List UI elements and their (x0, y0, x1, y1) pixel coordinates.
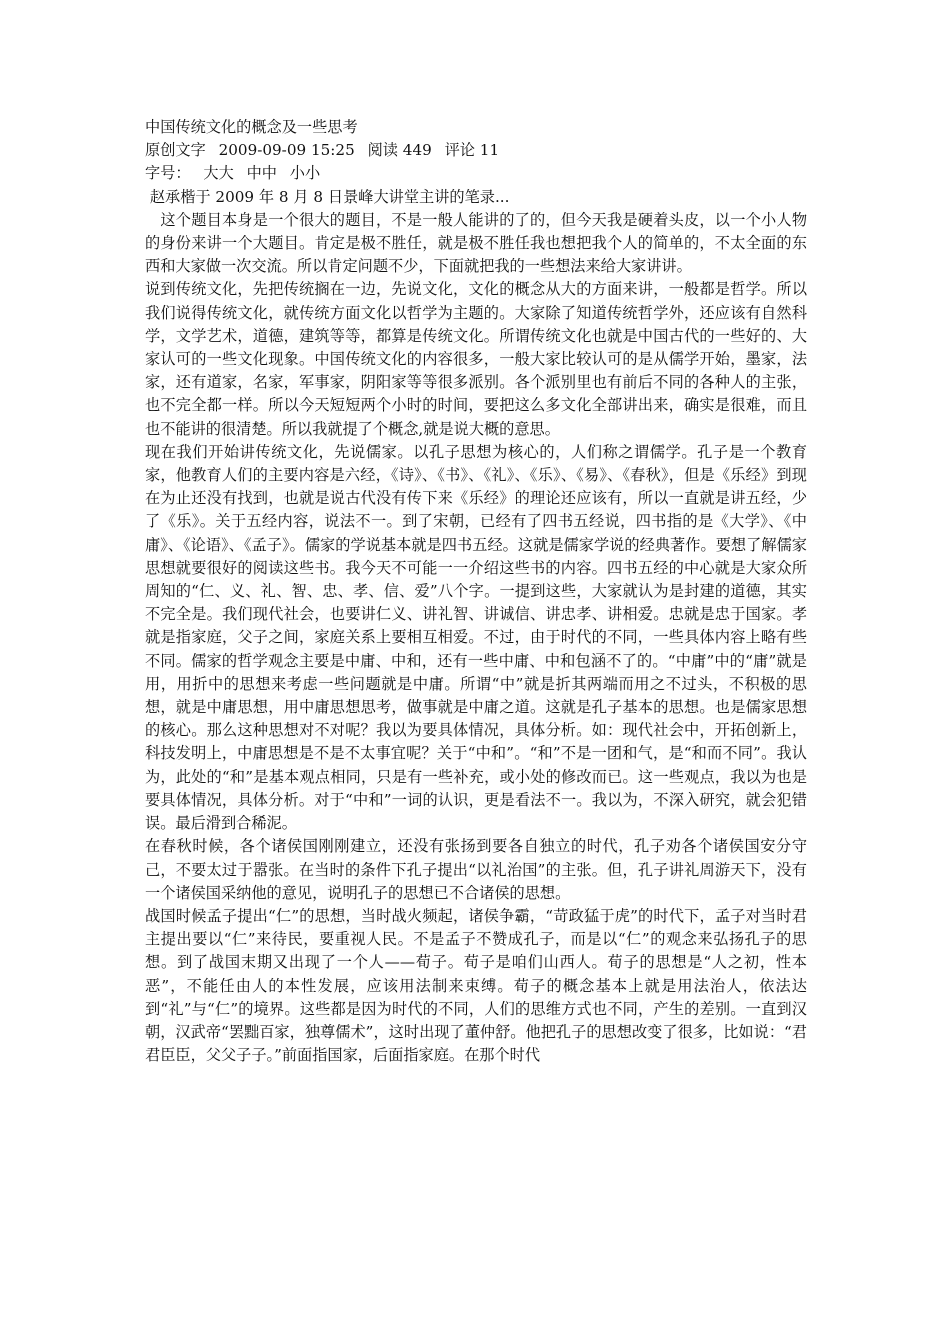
article-paragraph: 在春秋时候，各个诸侯国刚刚建立，还没有张扬到要各自独立的时代，孔子劝各个诸侯国安分守己，不要太过于嚣张。在当时的条件下孔子提出“以礼治国”的主张。但，孔子讲礼周游天下，没有一个诸侯国采纳他的意见，说明孔子的思想已不合诸侯的思想。 (145, 837, 807, 902)
article-paragraph: 现在我们开始讲传统文化，先说儒家。以孔子思想为核心的，人们称之谓儒学。孔子是一个教育家，他教育人们的主要内容是六经，《诗》、《书》、《礼》、《乐》、《易》、《春秋》，但是《乐经》到现在为止还没有找到，也就是说古代没有传下来《乐经》的理论还应该有，所以一直就是讲五经，少了《乐》。关于五经内容，说法不一。到了宋朝，已经有了四书五经说，四书指的是《大学》、《中庸》、《论语》、《孟子》。儒家的学说基本就是四书五经。这就是儒家学说的经典著作。要想了解儒家思想就要很好的阅读这些书。我今天不可能一一介绍这些书的内容。四书五经的中心就是大家众所周知的“仁、义、礼、智、忠、孝、信、爱”八个字。一提到这些，大家就认为是封建的道德，其实不完全是。我们现代社会，也要讲仁义、讲礼智、讲诚信、讲忠孝、讲相爱。忠就是忠于国家。孝就是指家庭，父子之间，家庭关系上要相互相爱。不过，由于时代的不同，一些具体内容上略有些不同。儒家的哲学观念主要是中庸、中和，还有一些中庸、中和包涵不了的。“中庸”中的“庸”就是用，用折中的思想来考虑一些问题就是中庸。所谓“中”就是折其两端而用之不过头，不积极的思想，就是中庸思想，用中庸思想思考，做事就是中庸之道。这就是孔子基本的思想。也是儒家思想的核心。那么这种思想对不对呢？我以为要具体情况，具体分析。如：现代社会中，开拓创新上，科技发明上，中庸思想是不是不太事宜呢？关于“中和”。“和”不是一团和气，是“和而不同”。我认为，此处的“和”是基本观点相同，只是有一些补充，或小处的修改而已。这一些观点，我以为也是要具体情况，具体分析。对于“中和”一词的认识，更是看法不一。我以为，不深入研究，就会犯错误。最后滑到合稀泥。 (145, 442, 807, 833)
article-intro: 赵承楷于 2009 年 8 月 8 日景峰大讲堂主讲的笔录... (145, 187, 510, 206)
article-comment-count[interactable]: 评论 11 (444, 141, 500, 160)
article-paragraph: 说到传统文化，先把传统搁在一边，先说文化，文化的概念从大的方面来讲，一般都是哲学。所以我们说得传统文化，就传统方面文化以哲学为主题的。大家除了知道传统哲学外，还应该有自然科学，文学艺术，道德，建筑等等，都算是传统文化。所谓传统文化也就是中国古代的一些好的、大家认可的一些文化现象。中国传统文化的内容很多，一般大家比较认可的是从儒学开始，墨家，法家，还有道家，名家，军事家，阴阳家等等很多派别。各个派别里也有前后不同的各种人的主张，也不完全都一样。所以今天短短两个小时的时间，要把这么多文化全部讲出来，确实是很难，而且也不能讲的很清楚。所以我就提了个概念,就是说大概的意思。 (145, 280, 807, 438)
article-title: 中国传统文化的概念及一些思考 (145, 118, 358, 136)
article-datetime: 2009-09-09 15:25 (218, 141, 355, 160)
font-size-label: 字号： (145, 164, 191, 183)
article-paragraph: 这个题目本身是一个很大的题目，不是一般人能讲的了的，但今天我是硬着头皮，以一个小人物的身份来讲一个大题目。肯定是极不胜任，就是极不胜任我也想把我个人的简单的，不太全面的东西和大家做一次交流。所以肯定问题不少，下面就把我的一些想法来给大家讲讲。 (145, 210, 807, 276)
font-size-medium-link[interactable]: 中中 (246, 164, 277, 183)
article-paragraph: 战国时候孟子提出“仁”的思想，当时战火频起，诸侯争霸，“苛政猛于虎”的时代下，孟子对当时君主提出要以“仁”来待民，要重视人民。不是孟子不赞成孔子，而是以“仁”的观念来弘扬孔子的思想。到了战国末期又出现了一个人——荀子。荀子是咱们山西人。荀子的思想是“人之初，性本恶”，不能任由人的本性发展，应该用法制来束缚。荀子的概念基本上就是用法治人，依法达到“礼”与“仁”的境界。这些都是因为时代的不同，人们的思维方式也不同，产生的差别。一直到汉朝，汉武帝“罢黜百家，独尊儒术”，这时出现了董仲舒。他把孔子的思想改变了很多，比如说：“君君臣臣，父父子子。”前面指国家，后面指家庭。在那个时代 (145, 906, 807, 1065)
article (145, 116, 807, 1067)
article-category[interactable]: 原创文字 (145, 141, 206, 160)
article-meta (145, 139, 807, 162)
font-size-large-link[interactable]: 大大 (203, 164, 234, 183)
article-read-count: 阅读 449 (367, 141, 432, 160)
font-size-selector (145, 162, 807, 185)
font-size-small-link[interactable]: 小小 (289, 164, 321, 183)
